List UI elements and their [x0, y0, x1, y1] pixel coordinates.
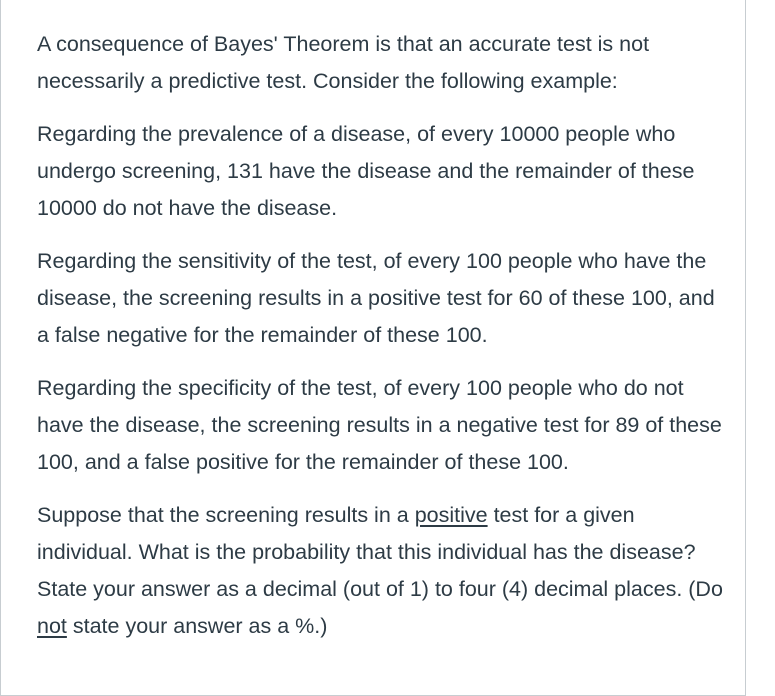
sensitivity-paragraph: Regarding the sensitivity of the test, of every 100 people who have the disease, the screening results in a positive test for 60 of these 100, and a false negative for the remainder of these 100. [37, 249, 715, 347]
prompt-paragraph [37, 497, 727, 645]
not-emphasis: not [37, 614, 67, 638]
question-text [37, 26, 727, 661]
prompt-text-2: test for a given individual. What is the probability that this individual has the disease? State your answer as a decimal (out of 1) to four (4) decimal places. (Do [37, 503, 723, 601]
prevalence-paragraph: Regarding the prevalence of a disease, of every 10000 people who undergo screening, 131 have the disease and the remainder of these 10000 do not have the disease. [37, 122, 695, 220]
prompt-text-3: state your answer as a %.) [66, 614, 328, 638]
intro-paragraph: A consequence of Bayes' Theorem is that an accurate test is not necessarily a predictive test. Consider the following example: [37, 32, 650, 93]
specificity-paragraph: Regarding the specificity of the test, of every 100 people who do not have the disease, the screening results in a negative test for 89 of these 100, and a false positive for the remainder of these 100. [37, 376, 722, 474]
prompt-text-1: Suppose that the screening results in a [37, 503, 415, 527]
positive-emphasis: positive [414, 503, 488, 527]
